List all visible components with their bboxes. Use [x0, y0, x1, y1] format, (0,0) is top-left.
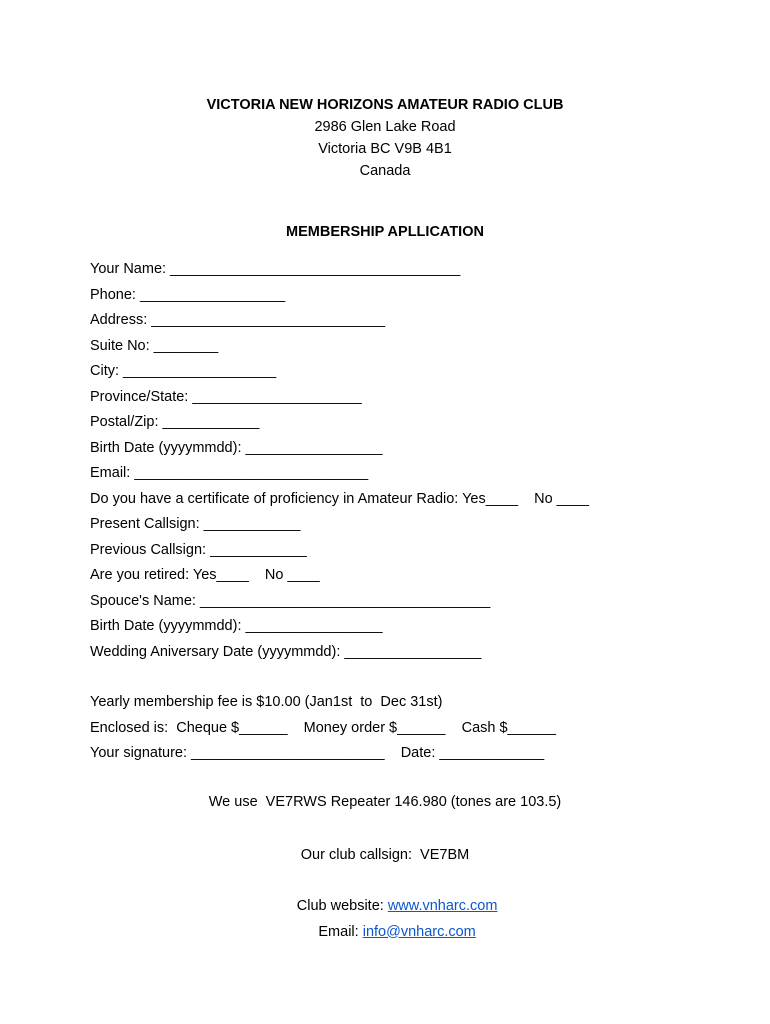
contact-block	[0, 843, 770, 940]
field-province-state[interactable]: Province/State: _____________________	[90, 388, 362, 405]
field-phone[interactable]: Phone: __________________	[90, 286, 286, 303]
form-title: MEMBERSHIP APLLICATION	[286, 224, 484, 240]
signature-line[interactable]: Your signature: ________________________ Date: _____________	[90, 745, 545, 761]
yearly-fee: Yearly membership fee is $10.00 (Jan1st to Dec 31st)	[90, 694, 443, 710]
email-link[interactable]: info@vnharc.com	[362, 923, 476, 940]
field-city[interactable]: City: ___________________	[90, 363, 277, 379]
field-your-name[interactable]: Your Name: ____________________________________	[90, 261, 461, 277]
field-wedding-anniversary[interactable]: Wedding Aniversary Date (yyyymmdd): _________________	[90, 643, 482, 660]
repeater-block	[0, 791, 770, 813]
club-name: VICTORIA NEW HORIZONS AMATEUR RADIO CLUB	[206, 97, 564, 113]
field-certificate[interactable]: Do you have a certificate of proficiency in Amateur Radio: Yes____ No ____	[90, 490, 589, 507]
email-label: Email:	[318, 923, 363, 940]
club-header	[0, 94, 770, 182]
address-line-1: 2986 Glen Lake Road	[314, 119, 456, 135]
field-postal-zip[interactable]: Postal/Zip: ____________	[90, 414, 260, 430]
enclosed-line[interactable]: Enclosed is: Cheque $______ Money order $______ Cash $______	[90, 719, 556, 736]
website-label: Club website:	[296, 898, 388, 914]
website-line	[0, 869, 770, 914]
website-link[interactable]: www.vnharc.com	[387, 898, 498, 914]
field-previous-callsign[interactable]: Previous Callsign: ____________	[90, 541, 307, 558]
field-suite-no[interactable]: Suite No: ________	[90, 337, 219, 354]
repeater-info: We use VE7RWS Repeater 146.980 (tones are 103.5)	[208, 794, 562, 810]
field-birth-date[interactable]: Birth Date (yyyymmdd): _________________	[90, 439, 383, 456]
form-title-block	[0, 221, 770, 243]
address-line-2: Victoria BC V9B 4B1	[318, 141, 452, 157]
field-spouse-name[interactable]: Spouce's Name: ____________________________________	[90, 592, 491, 609]
fee-section	[90, 690, 730, 767]
address-line-3: Canada	[359, 163, 411, 179]
field-retired[interactable]: Are you retired: Yes____ No ____	[90, 567, 320, 583]
field-present-callsign[interactable]: Present Callsign: ____________	[90, 516, 301, 532]
club-callsign: Our club callsign: VE7BM	[300, 847, 470, 863]
field-address[interactable]: Address: _____________________________	[90, 312, 386, 328]
field-email[interactable]: Email: _____________________________	[90, 465, 369, 481]
form-fields	[90, 257, 730, 665]
field-spouse-birth-date[interactable]: Birth Date (yyyymmdd): _________________	[90, 618, 383, 634]
